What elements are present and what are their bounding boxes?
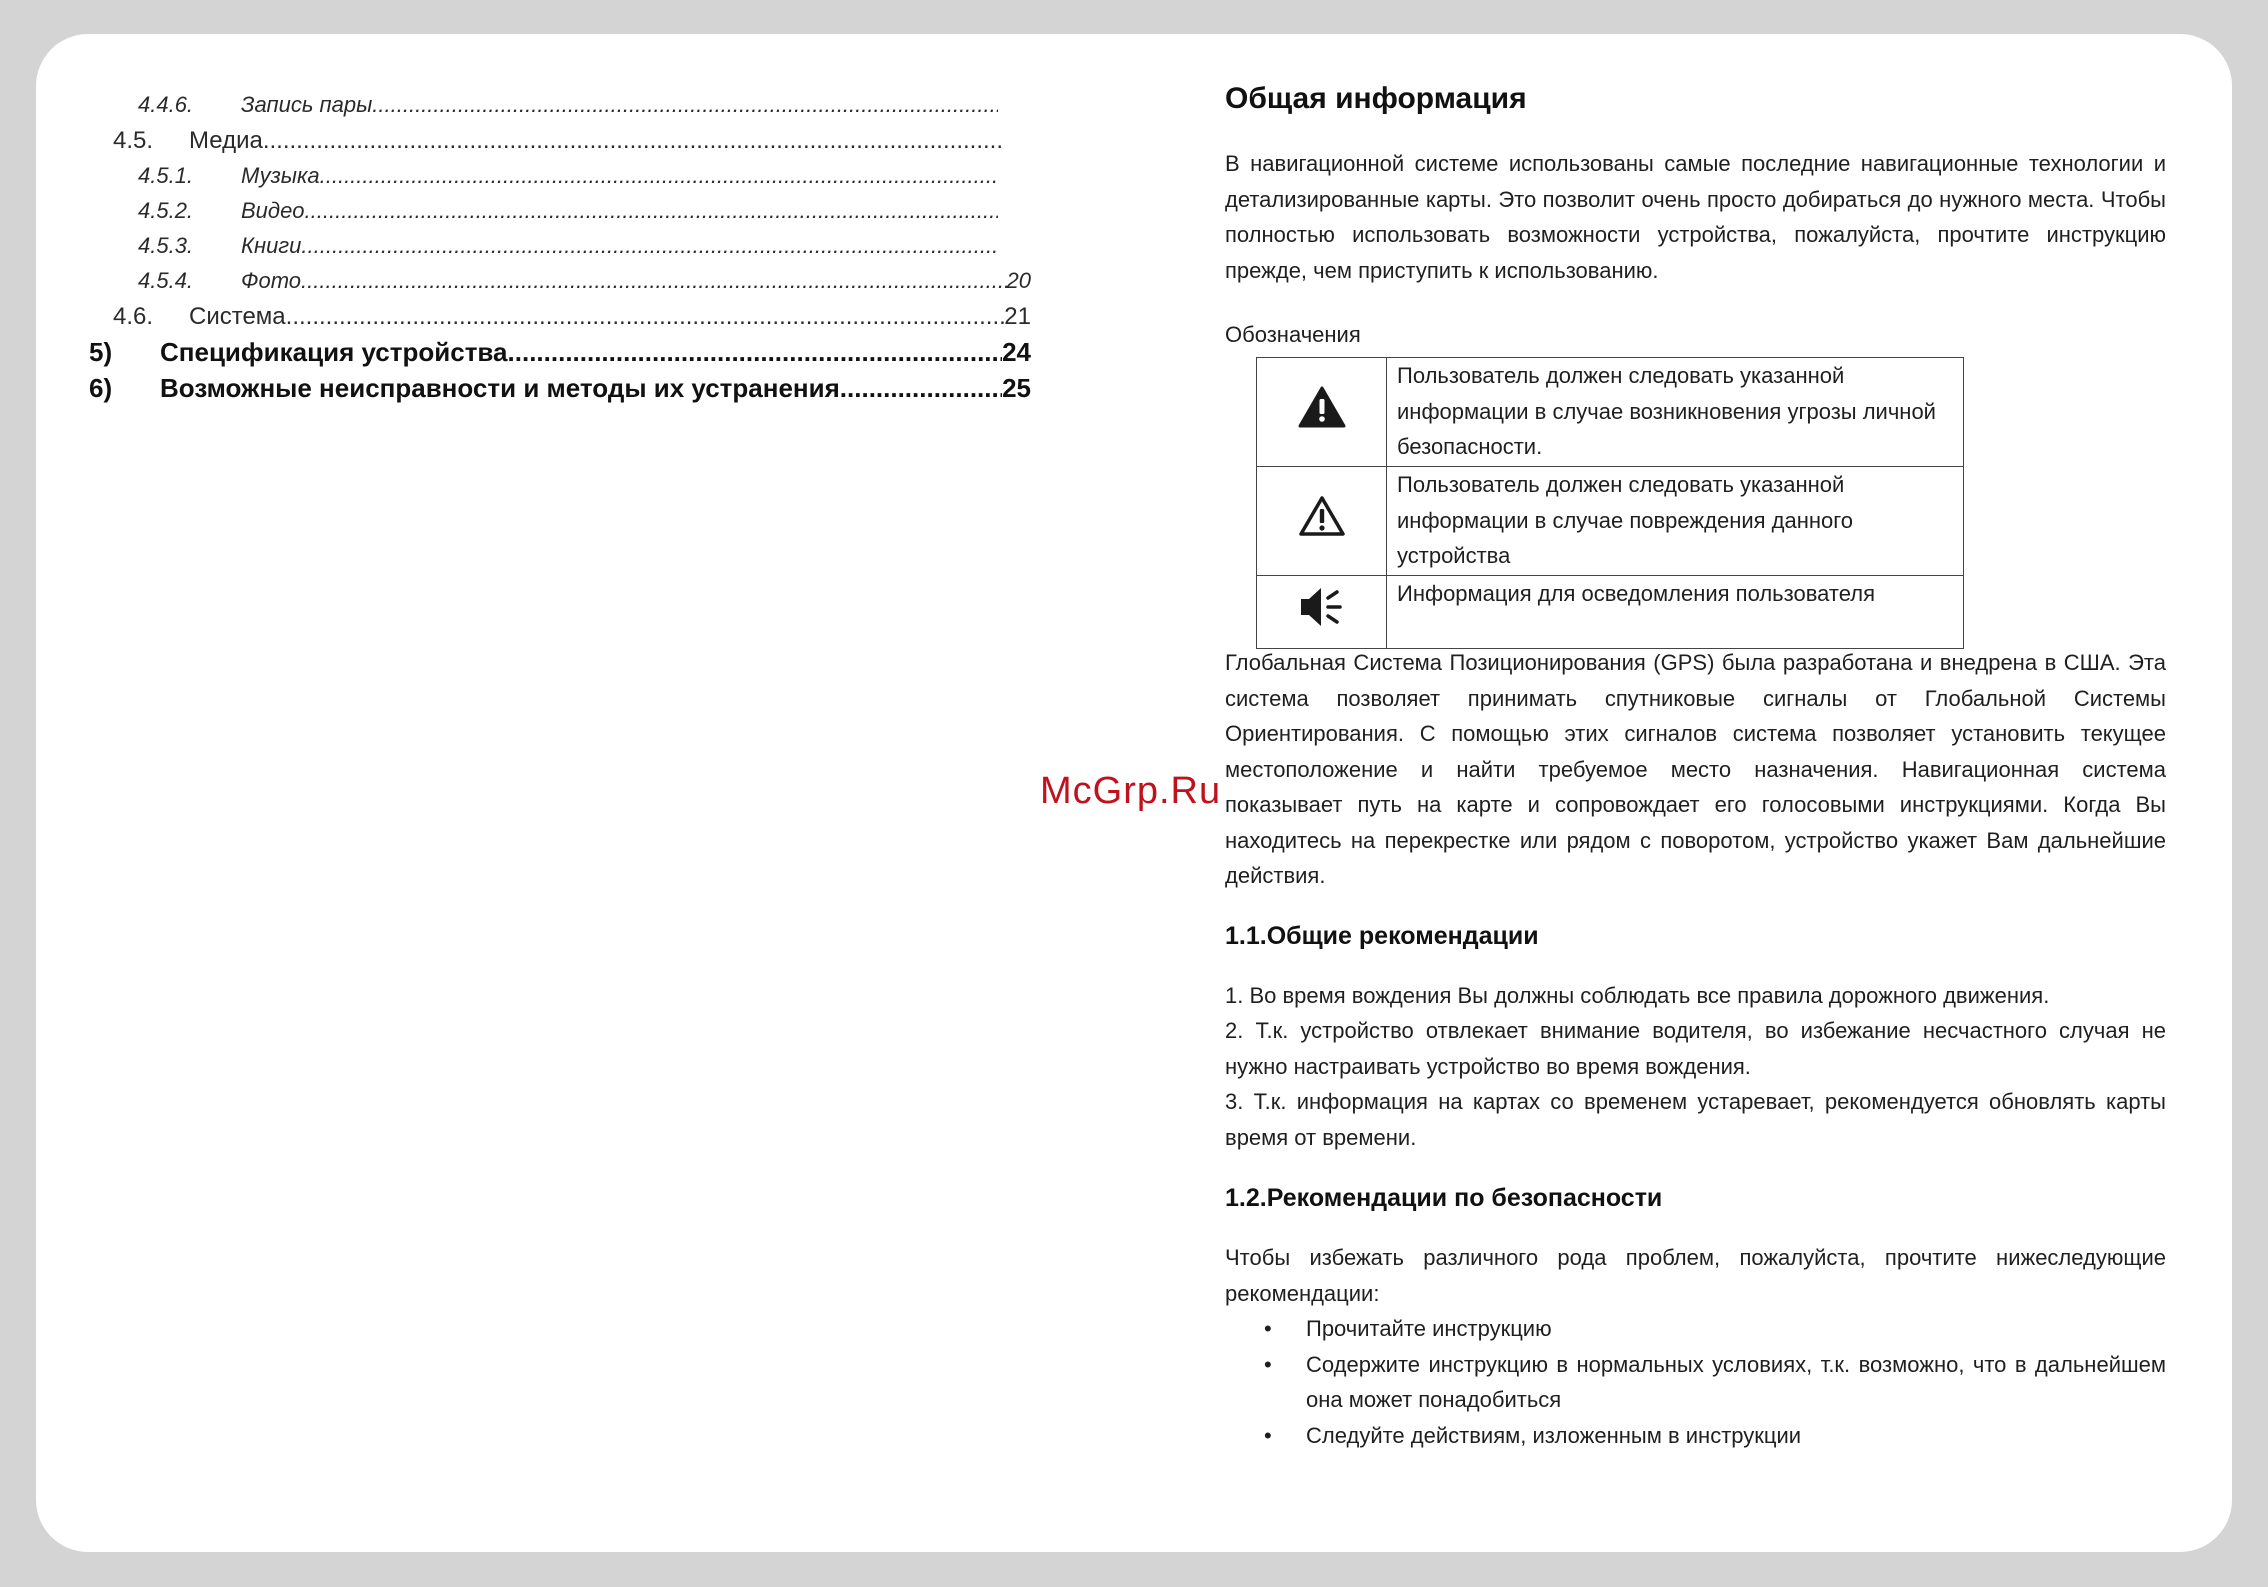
toc-leader	[515, 337, 1002, 368]
safety-intro: Чтобы избежать различного рода проблем, пожалуйста, прочтите нижеследующие рекомендации:	[1225, 1245, 2166, 1306]
toc-number: 4.5.3.	[138, 233, 194, 258]
toc-page: 20	[1006, 268, 1031, 293]
toc-entry[interactable]	[138, 198, 998, 224]
list-item: • Прочитайте инструкцию	[1225, 1311, 2166, 1347]
section-heading: 1.2.Рекомендации по безопасности	[1225, 1184, 1663, 1212]
toc-number: 4.5.	[113, 127, 154, 154]
legend-text: Информация для осведомления пользователя	[1387, 576, 1964, 649]
legend-title: Обозначения	[1225, 322, 1361, 347]
section-heading: 1.1.Общие рекомендации	[1225, 922, 1539, 950]
symbols-legend-table	[1256, 357, 1964, 649]
toc-number: 4.5.2.	[138, 198, 194, 223]
legend-text: Пользователь должен следовать указанной информации в случае повреждения данного устройства	[1387, 467, 1964, 576]
intro-paragraph: В навигационной системе использованы самые последние навигационные технологии и детализированные карты. Это позволит очень просто добираться до нужного места. Чтобы полностью использовать возможности устройства, пожалуйста, прочтите инструкцию прежде, чем приступить к использованию.	[1225, 151, 2166, 283]
toc-number: 6)	[89, 373, 113, 403]
legend-icon-cell	[1257, 576, 1387, 649]
list-item: • Содержите инструкцию в нормальных условиях, т.к. возможно, что в дальнейшем она может понадобиться	[1225, 1347, 2166, 1418]
toc-leader	[305, 198, 998, 224]
gps-paragraph: Глобальная Система Позиционирования (GPS) была разработана и внедрена в США. Эта система позволяет принимать спутниковые сигналы от Глобальной Системы Ориентирования. С помощью этих сигналов система позволяет установить текущее местоположение и найти требуемое место назначения. Навигационная система показывает путь на карте и сопровождает его голосовыми инструкциями. Когда Вы находитесь на перекрестке или рядом с поворотом, устройство укажет Вам дальнейшие действия.	[1225, 650, 2166, 888]
speaker-info-icon	[1297, 610, 1347, 635]
safety-bullet-list	[1225, 1311, 2166, 1453]
toc-number: 4.6.	[113, 303, 154, 330]
toc-page: 24	[1002, 337, 1031, 367]
toc-number: 4.5.4.	[138, 268, 194, 293]
toc-label: Видео	[241, 198, 305, 223]
toc-entry[interactable]	[138, 92, 998, 118]
toc-label: Книги	[241, 233, 302, 258]
toc-entry[interactable]	[138, 163, 998, 189]
recommendation-item: 1. Во время вождения Вы должны соблюдать все правила дорожного движения.	[1225, 983, 2050, 1008]
toc-label: Запись пары	[241, 92, 373, 117]
toc-label: Медиа	[189, 127, 263, 154]
toc-label: Возможные неисправности и методы их устранения	[160, 373, 840, 403]
toc-leader	[320, 163, 998, 189]
toc-entry[interactable]	[138, 268, 1031, 294]
toc-entry[interactable]	[89, 373, 1031, 404]
toc-label: Спецификация устройства.	[160, 337, 515, 367]
toc-label: Фото	[241, 268, 302, 293]
toc-page: 21	[1004, 303, 1031, 330]
watermark-logo: McGrp.Ru	[1040, 770, 1222, 812]
toc-entry[interactable]	[113, 303, 1031, 331]
toc-leader	[286, 303, 1005, 331]
danger-filled-warning-icon	[1298, 409, 1346, 434]
legend-icon-cell	[1257, 467, 1387, 576]
caution-outline-warning-icon	[1298, 518, 1346, 543]
page-title: Общая информация	[1225, 82, 1527, 115]
toc-leader	[840, 373, 1002, 404]
toc-leader	[301, 233, 998, 259]
recommendation-item: 2. Т.к. устройство отвлекает внимание водителя, во избежание несчастного случая не нужно настраивать устройство во время вождения.	[1225, 1018, 2166, 1079]
list-item: • Следуйте действиям, изложенным в инструкции	[1225, 1418, 2166, 1454]
toc-leader	[263, 127, 1003, 155]
toc-page: 25	[1002, 373, 1031, 403]
toc-label: Музыка	[241, 163, 320, 188]
toc-number: 4.5.1.	[138, 163, 194, 188]
toc-label: Система	[189, 303, 286, 330]
toc-leader	[372, 92, 998, 118]
legend-text: Пользователь должен следовать указанной информации в случае возникновения угрозы личной безопасности.	[1387, 358, 1964, 467]
legend-row	[1257, 358, 1964, 467]
toc-entry[interactable]	[113, 127, 1003, 155]
toc-leader	[301, 268, 1006, 294]
legend-row	[1257, 576, 1964, 649]
toc-number: 5)	[89, 337, 113, 367]
toc-entry[interactable]	[89, 337, 1031, 368]
toc-entry[interactable]	[138, 233, 998, 259]
legend-icon-cell	[1257, 358, 1387, 467]
legend-row	[1257, 467, 1964, 576]
recommendation-item: 3. Т.к. информация на картах со временем устаревает, рекомендуется обновлять карты время от времени.	[1225, 1089, 2166, 1150]
toc-number: 4.4.6.	[138, 92, 194, 117]
